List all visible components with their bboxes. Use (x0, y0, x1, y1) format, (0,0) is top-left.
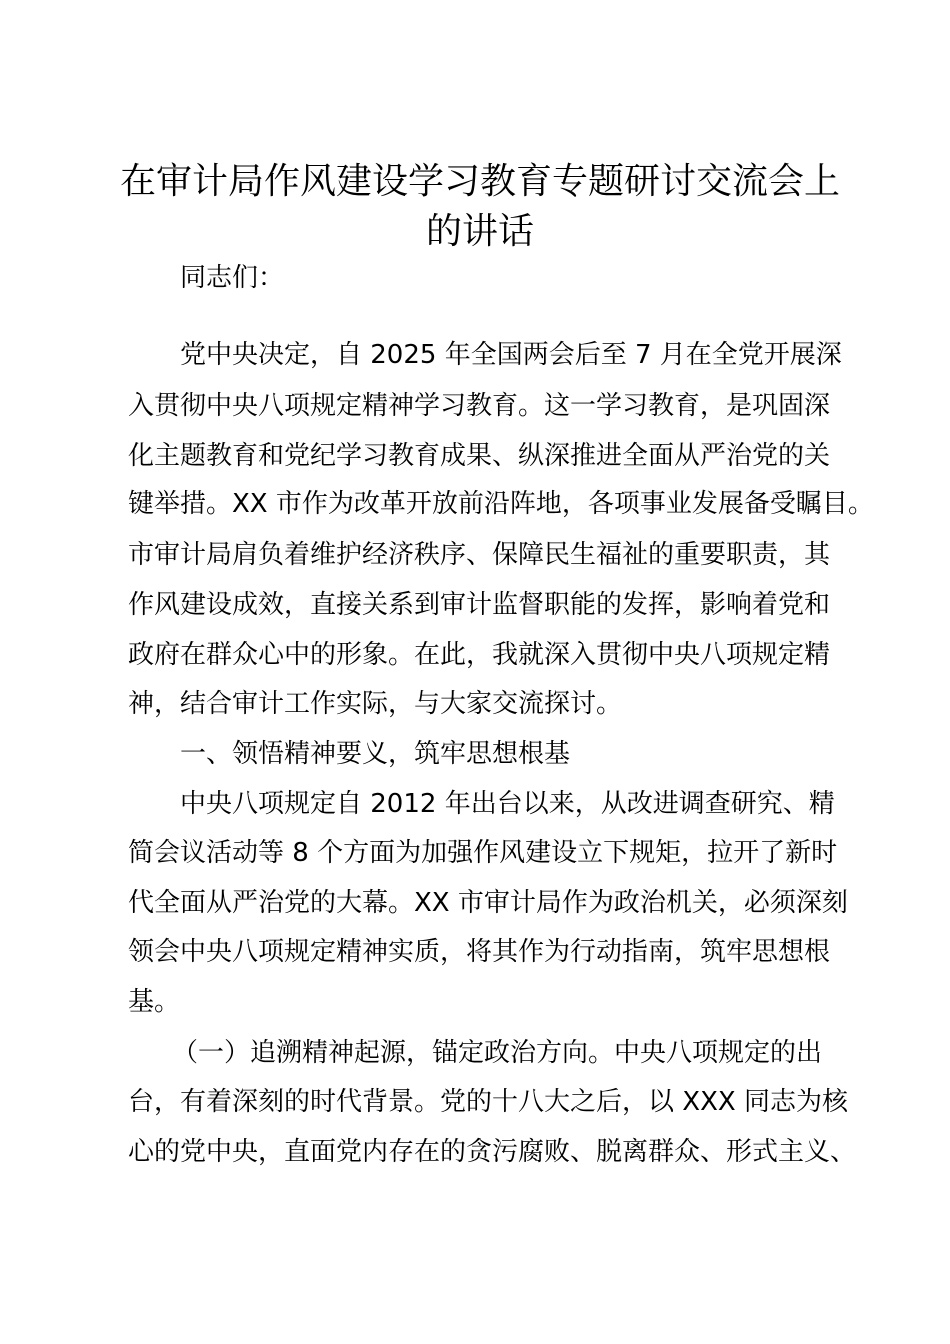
salutation: 同志们： (180, 263, 285, 293)
paragraph-line: 党中央决定，自 2025 年全国两会后至 7 月在全党开展深 (180, 340, 842, 370)
paragraph-line: 台，有着深刻的时代背景。党的十八大之后，以 XXX 同志为核 (128, 1087, 848, 1117)
paragraph-line: 简会议活动等 8 个方面为加强作风建设立下规矩，拉开了新时 (128, 838, 838, 868)
document-title-line-2: 的讲话 (425, 211, 534, 252)
document-title-line-1: 在审计局作风建设学习教育专题研讨交流会上 (119, 161, 840, 202)
paragraph-line: 心的党中央，直面党内存在的贪污腐败、脱离群众、形式主义、 (128, 1137, 857, 1167)
section-heading: 一、领悟精神要义，筑牢思想根基 (180, 739, 571, 769)
paragraph-line: 化主题教育和党纪学习教育成果、纵深推进全面从严治党的关 (128, 441, 831, 471)
paragraph-line: （一）追溯精神起源，锚定政治方向。中央八项规定的出 (172, 1038, 823, 1068)
paragraph-line: 作风建设成效，直接关系到审计监督职能的发挥，影响着党和 (128, 590, 831, 620)
paragraph-line: 基。 (128, 987, 181, 1017)
paragraph-line: 政府在群众心中的形象。在此，我就深入贯彻中央八项规定精 (128, 640, 831, 670)
paragraph-line: 键举措。XX 市作为改革开放前沿阵地，各项事业发展备受瞩目。 (128, 489, 874, 519)
paragraph-line: 神，结合审计工作实际，与大家交流探讨。 (128, 689, 623, 719)
paragraph-line: 市审计局肩负着维护经济秩序、保障民生福祉的重要职责，其 (128, 540, 831, 570)
paragraph-line: 中央八项规定自 2012 年出台以来，从改进调查研究、精 (180, 789, 835, 819)
paragraph-line: 领会中央八项规定精神实质，将其作为行动指南，筑牢思想根 (128, 937, 831, 967)
paragraph-line: 入贯彻中央八项规定精神学习教育。这一学习教育，是巩固深 (128, 391, 831, 421)
paragraph-line: 代全面从严治党的大幕。XX 市审计局作为政治机关，必须深刻 (128, 888, 848, 918)
